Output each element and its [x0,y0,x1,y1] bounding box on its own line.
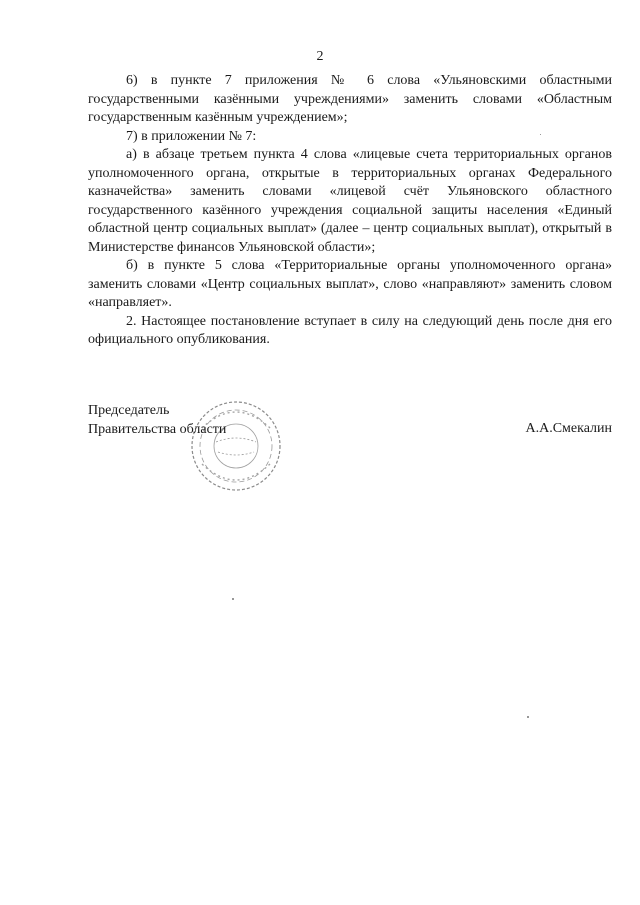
paragraph-effective-date: 2. Настоящее постановление вступает в силу на следующий день после дня его официального опубликования. [88,313,612,347]
scan-speck [540,134,541,135]
signatory-position-line2: Правительства области [88,421,227,437]
signatory-position-line1: Председатель [88,403,170,418]
paragraph-subitem-a: а) в абзаце третьем пункта 4 слова «лицевые счета территориальных органов уполномоченного органа, открытые в территориальных органах Федерального казначейства» заменить словами «лицевой счёт Ульяновского областного государственного казённого учреждения социальной защиты населения «Единый областной центр социальных выплат» (далее – центр социальных выплат), открытый в Министерстве финансов Ульяновской области»; [88,147,612,255]
signatory-position [88,402,226,439]
scan-speck [232,598,234,600]
paragraph-subitem-b: б) в пункте 5 слова «Территориальные органы уполномоченного органа» заменить словами «Центр социальных выплат», слово «направляют» заменить словом «направляет». [88,258,612,310]
page-number: 2 [316,49,324,64]
paragraph-item-6: 6) в пункте 7 приложения № 6 слова «Ульяновскими областными государственными казёнными учреждениями» заменить словами «Областным государственным казённым учреждением»; [88,73,612,125]
document-body [88,72,612,350]
paragraph-item-7: 7) в приложении № 7: [126,128,257,144]
signatory-name: А.А.Смекалин [525,421,612,436]
scan-speck [527,716,529,718]
